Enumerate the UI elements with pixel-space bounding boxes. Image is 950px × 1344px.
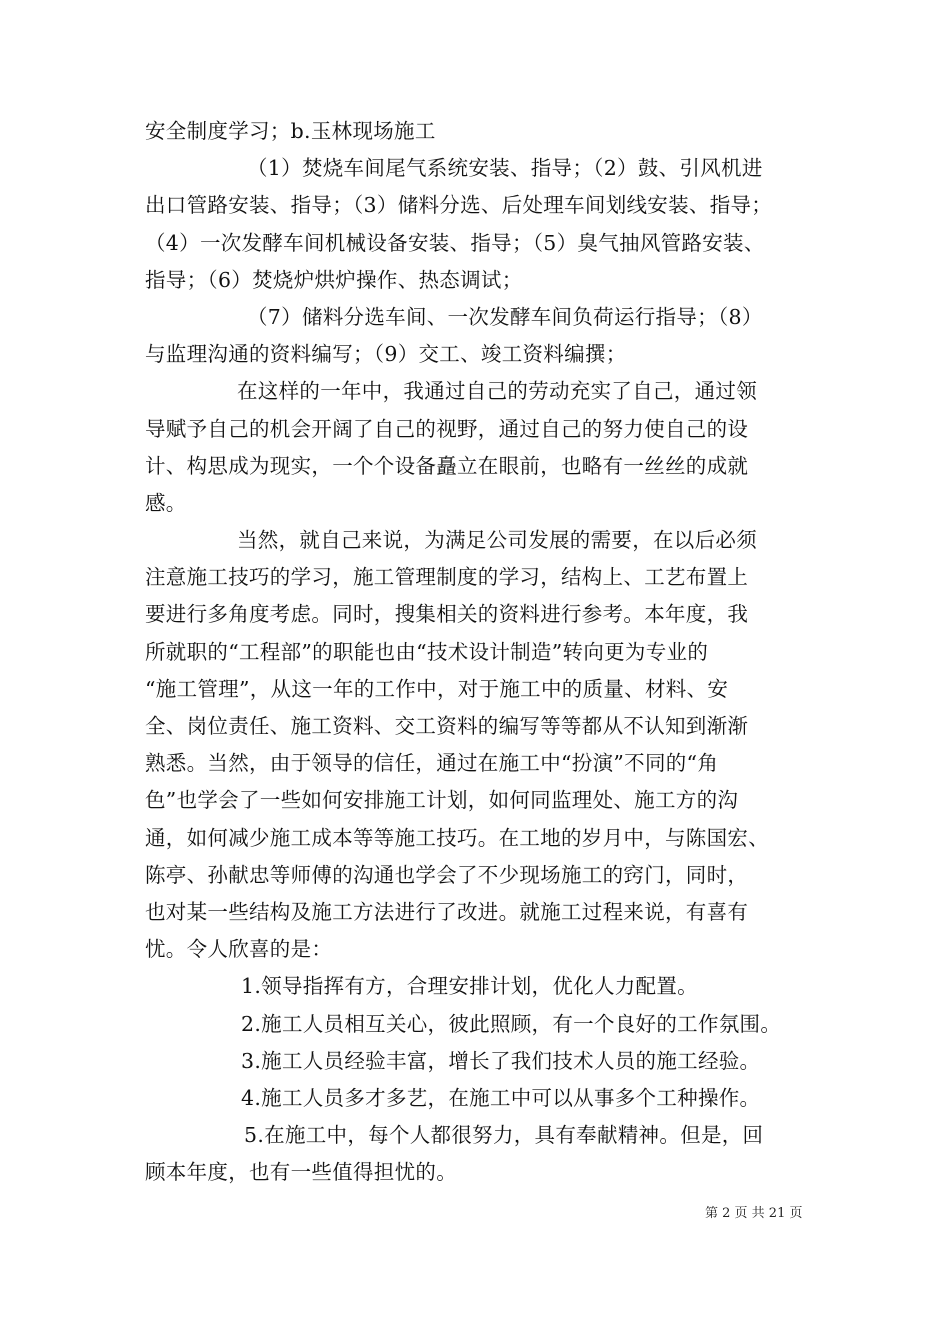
text-line: 全、岗位责任、施工资料、交工资料的编写等等都从不认知到渐渐: [145, 714, 749, 738]
text-line: 感。: [145, 490, 187, 515]
text-line: 在这样的一年中，我通过自己的劳动充实了自己，通过领: [237, 379, 757, 404]
text-line: 当然，就自己来说，为满足公司发展的需要，在以后必须: [237, 528, 757, 553]
text-line: “施工管理”，从这一年的工作中，对于施工中的质量、材料、安: [145, 676, 729, 701]
text-line: 顾本年度，也有一些值得担忧的。: [145, 1160, 457, 1185]
text-line: 安全制度学习；b.玉林现场施工: [145, 119, 436, 143]
text-line: 计、构思成为现实，一个个设备矗立在眼前，也略有一丝丝的成就: [145, 453, 749, 478]
text-line: 通，如何减少施工成本等等施工技巧。在工地的岁月中，与陈国宏、: [145, 825, 769, 850]
page-number-footer: 第 2 页 共 21 页: [705, 1206, 803, 1221]
text-line: 所就职的“工程部”的职能也由“技术设计制造”转向更为专业的: [145, 639, 709, 664]
text-line: （1）焚烧车间尾气系统安装、指导；（2）鼓、引风机进: [247, 156, 763, 181]
text-line: 出口管路安装、指导；（3）储料分选、后处理车间划线安装、指导；: [145, 193, 773, 218]
text-line: 与监理沟通的资料编写；（9）交工、竣工资料编撰；: [145, 342, 627, 367]
text-line: 陈亭、孙献忠等师傅的沟通也学会了不少现场施工的窍门，同时，: [145, 862, 749, 887]
text-line: 导赋予自己的机会开阔了自己的视野，通过自己的努力使自己的设: [145, 416, 749, 441]
text-line: 色”也学会了一些如何安排施工计划，如何同监理处、施工方的沟: [145, 788, 739, 813]
text-line: 要进行多角度考虑。同时，搜集相关的资料进行参考。本年度，我: [145, 602, 749, 627]
text-line: 熟悉。当然，由于领导的信任，通过在施工中“扮演”不同的“角: [145, 751, 719, 776]
text-line: 注意施工技巧的学习，施工管理制度的学习，结构上、工艺布置上: [145, 565, 749, 590]
text-line: 也对某一些结构及施工方法进行了改进。就施工过程来说，有喜有: [145, 899, 749, 924]
list-item: 5.在施工中，每个人都很努力，具有奉献精神。但是，回: [244, 1123, 764, 1148]
list-item: 2.施工人员相互关心，彼此照顾，有一个良好的工作氛围。: [241, 1011, 782, 1036]
text-line: 指导；（6）焚烧炉烘炉操作、热态调试；: [145, 267, 523, 292]
text-line: 忧。令人欣喜的是：: [145, 937, 333, 962]
document-body: [145, 113, 825, 1191]
text-line: （4）一次发酵车间机械设备安装、指导；（5）臭气抽风管路安装、: [145, 230, 765, 255]
list-item: 1.领导指挥有方，合理安排计划，优化人力配置。: [241, 974, 698, 999]
list-item: 4.施工人员多才多艺，在施工中可以从事多个工种操作。: [241, 1085, 761, 1110]
list-item: 3.施工人员经验丰富，增长了我们技术人员的施工经验。: [241, 1048, 761, 1073]
text-line: （7）储料分选车间、一次发酵车间负荷运行指导；（8）: [247, 304, 763, 329]
